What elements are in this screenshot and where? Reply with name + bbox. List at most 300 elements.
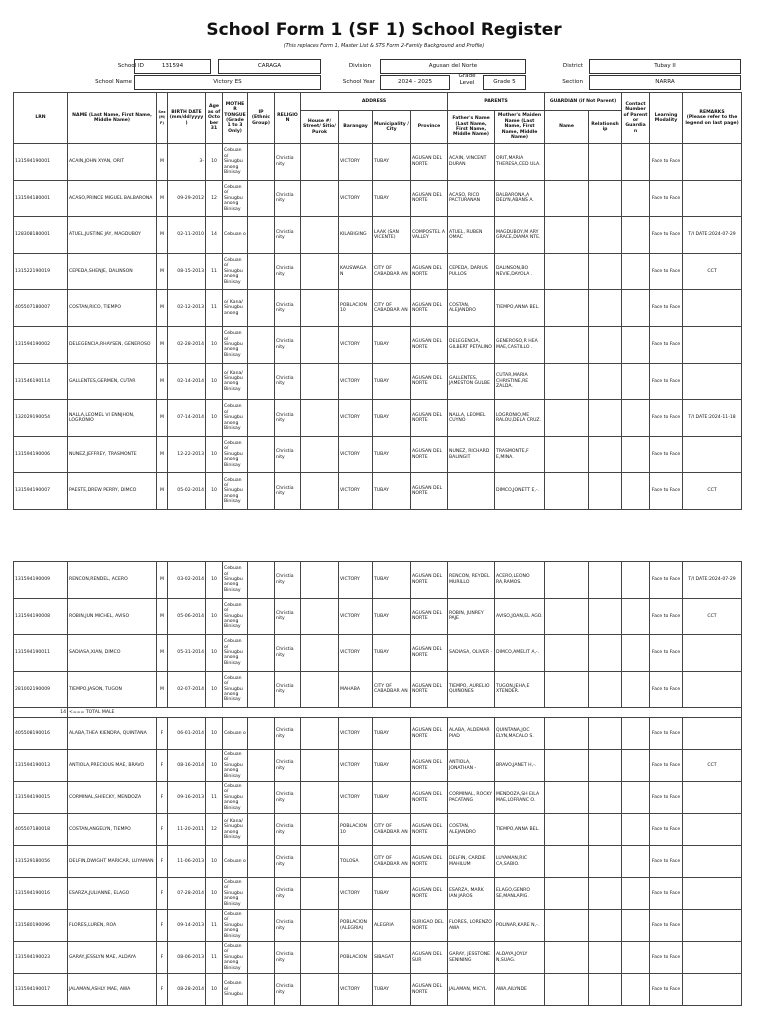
cell-mother: TIEMPO,ANNA BEL. <box>495 290 545 327</box>
register-table-page-1 <box>13 92 742 510</box>
cell-barangay: VICTORY <box>339 436 373 473</box>
cell-guardian-name <box>545 942 589 974</box>
cell-guardian-name <box>545 253 589 290</box>
cell-mother: POLINAR,KARE N,-. <box>495 910 545 942</box>
cell-birth-date: 02-28-2014 <box>168 326 206 363</box>
cell-municipality: TUBAY <box>373 436 411 473</box>
cell-barangay: MAHABA <box>339 671 373 708</box>
cell-sex: M <box>157 144 168 181</box>
cell-mother-tongue: Cebuan o/ Sinugbu anong Binisay <box>223 598 248 635</box>
cell-contact <box>622 878 650 910</box>
cell-father: ANTIOLA, JONATHAN - <box>448 750 495 782</box>
cell-name: DELEGENCIA,RHAYSEN, GENEROSO <box>68 326 157 363</box>
cell-remarks <box>683 436 742 473</box>
cell-barangay: VICTORY <box>339 878 373 910</box>
cell-name: ANTIOLA,PRECIOUS MAE, BRAVO <box>68 750 157 782</box>
school-year-label: School Year <box>342 79 375 85</box>
cell-remarks <box>683 635 742 672</box>
cell-father: RENCON, REYDEL MURILLO <box>448 562 495 599</box>
cell-barangay: VICTORY <box>339 782 373 814</box>
cell-remarks: CCT <box>683 750 742 782</box>
cell-mother: DIMCO,JONETT E,-. <box>495 473 545 510</box>
cell-province: AGUSAN DEL NORTE <box>411 878 448 910</box>
cell-religion: Christia nity <box>275 878 301 910</box>
cell-ip <box>248 180 275 217</box>
cell-religion: Christia nity <box>275 400 301 437</box>
cell-contact <box>622 846 650 878</box>
cell-house <box>301 942 339 974</box>
cell-guardian-relationship <box>589 253 622 290</box>
cell-religion: Christia nity <box>275 180 301 217</box>
cell-municipality: CITY OF CABADBAR AN <box>373 846 411 878</box>
cell-mother: TUGON,JEHA,E XTENDER. <box>495 671 545 708</box>
col-contact: Contact Number of Parent or Guardia n <box>622 93 650 144</box>
cell-contact <box>622 436 650 473</box>
cell-remarks <box>683 942 742 974</box>
cell-province: AGUSAN DEL NORTE <box>411 326 448 363</box>
col-birth-date: BIRTH DATE (mm/dd/yyyy) <box>168 93 206 144</box>
cell-mother-tongue: Cebuan o <box>223 718 248 750</box>
cell-learning-modality: Face to Face <box>650 473 683 510</box>
district-label: District <box>562 63 583 69</box>
cell-lrn: 131594190013 <box>14 750 68 782</box>
cell-learning-modality: Face to Face <box>650 671 683 708</box>
col-guardian-name: Name <box>545 111 589 144</box>
cell-lrn: 131594190011 <box>14 635 68 672</box>
cell-religion: Christia nity <box>275 974 301 1006</box>
cell-father: NALLA, LEOMEL CUYNO <box>448 400 495 437</box>
cell-lrn: 131546190114 <box>14 363 68 400</box>
cell-barangay: VICTORY <box>339 598 373 635</box>
cell-guardian-relationship <box>589 180 622 217</box>
cell-municipality: TUBAY <box>373 878 411 910</box>
cell-contact <box>622 363 650 400</box>
cell-mother-tongue: Cebuan o/ Sinugbu anong Binisay <box>223 436 248 473</box>
cell-province: AGUSAN DEL NORTE <box>411 974 448 1006</box>
cell-province: AGUSAN DEL NORTE <box>411 144 448 181</box>
cell-house <box>301 144 339 181</box>
cell-municipality: TUBAY <box>373 400 411 437</box>
cell-birth-date: 09-29-2012 <box>168 180 206 217</box>
cell-age: 12 <box>206 180 223 217</box>
cell-mother: DALINSON,BO NEVIE,DAYOLA . <box>495 253 545 290</box>
cell-municipality: SIBAGAT <box>373 942 411 974</box>
cell-province: AGUSAN DEL NORTE <box>411 846 448 878</box>
cell-birth-date: 05-02-2014 <box>168 473 206 510</box>
cell-age: 10 <box>206 974 223 1006</box>
table-row <box>14 400 742 437</box>
cell-father: GALLENTES, JAMESTON GULBE <box>448 363 495 400</box>
table-row <box>14 144 742 181</box>
cell-guardian-relationship <box>589 750 622 782</box>
cell-guardian-relationship <box>589 814 622 846</box>
col-mother: Mother's Maiden Name (Last Name, First Name, Middle Name) <box>495 111 545 144</box>
cell-learning-modality: Face to Face <box>650 144 683 181</box>
cell-mother: ORIT,MARIA THERESA,CED ULA. <box>495 144 545 181</box>
cell-lrn: 131594190008 <box>14 598 68 635</box>
cell-birth-date: 11-20-2011 <box>168 814 206 846</box>
cell-learning-modality: Face to Face <box>650 363 683 400</box>
cell-lrn: 405507180018 <box>14 814 68 846</box>
cell-guardian-name <box>545 974 589 1006</box>
cell-guardian-name <box>545 598 589 635</box>
cell-house <box>301 598 339 635</box>
cell-sex: M <box>157 473 168 510</box>
cell-barangay: TOLOSA <box>339 846 373 878</box>
cell-age: 11 <box>206 290 223 327</box>
col-lrn: LRN <box>14 93 68 144</box>
cell-father: ACASO, RICO PACTURANAN <box>448 180 495 217</box>
division-label: Division <box>348 63 371 69</box>
cell-barangay: VICTORY <box>339 974 373 1006</box>
cell-ip <box>248 974 275 1006</box>
cell-house <box>301 473 339 510</box>
cell-municipality: TUBAY <box>373 363 411 400</box>
cell-father: NUNEZ, RICHARD BALINGIT <box>448 436 495 473</box>
cell-father: SADIASA, OLIVER - <box>448 635 495 672</box>
cell-age: 10 <box>206 846 223 878</box>
cell-sex: M <box>157 400 168 437</box>
cell-contact <box>622 562 650 599</box>
cell-father: DELEGENCIA, GILBERT PETALINO <box>448 326 495 363</box>
cell-lrn: 131594190023 <box>14 942 68 974</box>
cell-birth-date: 11-06-2013 <box>168 846 206 878</box>
cell-remarks: T/I DATE:2024-07-29 <box>683 562 742 599</box>
cell-mother: ELAGO,GENRO SE,MANLAPIG. <box>495 878 545 910</box>
cell-house <box>301 718 339 750</box>
school-name-label: School Name <box>95 79 132 85</box>
cell-remarks <box>683 180 742 217</box>
cell-remarks <box>683 718 742 750</box>
cell-sex: F <box>157 846 168 878</box>
cell-province: AGUSAN DEL NORTE <box>411 562 448 599</box>
cell-barangay: VICTORY <box>339 473 373 510</box>
cell-sex: M <box>157 671 168 708</box>
cell-age: 10 <box>206 598 223 635</box>
cell-birth-date: 07-28-2014 <box>168 878 206 910</box>
cell-learning-modality: Face to Face <box>650 400 683 437</box>
cell-age: 10 <box>206 750 223 782</box>
cell-contact <box>622 217 650 254</box>
cell-sex: M <box>157 436 168 473</box>
cell-mother-tongue: o/ Kana/ Sinugbu anong Binisay <box>223 363 248 400</box>
section-value: NARRA <box>589 75 741 90</box>
division-value: Agusan del Norte <box>380 59 526 74</box>
cell-remarks: T/I DATE:2024-07-29 <box>683 217 742 254</box>
table-row <box>14 217 742 254</box>
cell-religion: Christia nity <box>275 217 301 254</box>
cell-learning-modality: Face to Face <box>650 750 683 782</box>
cell-father: TIEMPO, AURELIO QUIÑONES <box>448 671 495 708</box>
cell-municipality: TUBAY <box>373 180 411 217</box>
cell-birth-date: 05-06-2014 <box>168 598 206 635</box>
cell-ip <box>248 598 275 635</box>
cell-father: ATUEL, RUBEN OMAC <box>448 217 495 254</box>
cell-guardian-name <box>545 436 589 473</box>
cell-municipality: TUBAY <box>373 782 411 814</box>
cell-remarks <box>683 671 742 708</box>
table-row <box>14 974 742 1006</box>
cell-lrn: 281002190009 <box>14 671 68 708</box>
cell-birth-date: 08-16-2014 <box>168 750 206 782</box>
cell-municipality: TUBAY <box>373 473 411 510</box>
cell-house <box>301 290 339 327</box>
cell-province: AGUSAN DEL NORTE <box>411 782 448 814</box>
cell-guardian-relationship <box>589 562 622 599</box>
cell-contact <box>622 473 650 510</box>
cell-barangay: KILABIGING <box>339 217 373 254</box>
cell-age: 14 <box>206 217 223 254</box>
cell-father: GARAY, JESSTONE SENINING <box>448 942 495 974</box>
cell-ip <box>248 846 275 878</box>
cell-sex: F <box>157 910 168 942</box>
cell-guardian-name <box>545 180 589 217</box>
cell-age: 10 <box>206 363 223 400</box>
cell-remarks <box>683 910 742 942</box>
cell-province: AGUSAN DEL NORTE <box>411 290 448 327</box>
cell-lrn: 131580190096 <box>14 910 68 942</box>
cell-learning-modality: Face to Face <box>650 290 683 327</box>
cell-contact <box>622 400 650 437</box>
col-ip: IP (Ethnic Group) <box>248 93 275 144</box>
cell-name: ALABA,THEA KIENDRA, QUINTANA <box>68 718 157 750</box>
cell-mother: QUINTANA,JOC ELYN,MACALO S. <box>495 718 545 750</box>
cell-birth-date: 02-07-2014 <box>168 671 206 708</box>
cell-father: COSTAN, ALEJANDRO <box>448 290 495 327</box>
cell-learning-modality: Face to Face <box>650 253 683 290</box>
col-age: Age as of Octo ber 31 <box>206 93 223 144</box>
cell-municipality: ALEGRIA <box>373 910 411 942</box>
cell-ip <box>248 750 275 782</box>
cell-guardian-relationship <box>589 400 622 437</box>
cell-learning-modality: Face to Face <box>650 814 683 846</box>
cell-guardian-relationship <box>589 718 622 750</box>
cell-ip <box>248 436 275 473</box>
cell-guardian-name <box>545 878 589 910</box>
cell-barangay: POBLACION <box>339 942 373 974</box>
table-row <box>14 814 742 846</box>
school-name-value: Victory ES <box>134 75 321 90</box>
cell-religion: Christia nity <box>275 562 301 599</box>
cell-house <box>301 217 339 254</box>
cell-learning-modality: Face to Face <box>650 598 683 635</box>
cell-mother-tongue: Cebuan o/ Sinugbu anong Binisay <box>223 326 248 363</box>
cell-age: 10 <box>206 436 223 473</box>
cell-guardian-name <box>545 473 589 510</box>
table-row <box>14 562 742 599</box>
region-value: CARAGA <box>218 59 321 74</box>
cell-guardian-relationship <box>589 290 622 327</box>
cell-father: JALAMAN, MICYL <box>448 974 495 1006</box>
cell-municipality: TUBAY <box>373 598 411 635</box>
cell-sex: M <box>157 253 168 290</box>
cell-sex: M <box>157 562 168 599</box>
cell-guardian-name <box>545 750 589 782</box>
cell-barangay: POBLACION 10 <box>339 290 373 327</box>
cell-mother: AWA,AILYNDE <box>495 974 545 1006</box>
cell-religion: Christia nity <box>275 814 301 846</box>
cell-mother: LOGRONIO,ME RALOU,DELA CRUZ. <box>495 400 545 437</box>
table-row <box>14 436 742 473</box>
cell-age: 10 <box>206 473 223 510</box>
cell-lrn: 131594190009 <box>14 562 68 599</box>
cell-mother: MAGDUBOY,M ARY GRACE,DIAMA NTE. <box>495 217 545 254</box>
cell-ip <box>248 942 275 974</box>
cell-ip <box>248 217 275 254</box>
cell-birth-date: 02-14-2014 <box>168 363 206 400</box>
cell-mother: BRAVO,JANET H,-. <box>495 750 545 782</box>
col-father: Father's Name (Last Name, First Name, Middle Name) <box>448 111 495 144</box>
table-row <box>14 253 742 290</box>
cell-age: 11 <box>206 253 223 290</box>
cell-mother-tongue: Cebuan o/ Sinugbu anong Binisay <box>223 180 248 217</box>
cell-learning-modality: Face to Face <box>650 180 683 217</box>
cell-house <box>301 253 339 290</box>
cell-barangay: POBLACION 10 <box>339 814 373 846</box>
cell-name: FLORES,LUREN, ROA <box>68 910 157 942</box>
cell-house <box>301 562 339 599</box>
cell-name: JALAMAN,ASHLY MAE, AWA <box>68 974 157 1006</box>
cell-name: GARAY,JESSLYN MAE, ALDAYA <box>68 942 157 974</box>
cell-religion: Christia nity <box>275 290 301 327</box>
cell-house <box>301 974 339 1006</box>
cell-house <box>301 363 339 400</box>
cell-learning-modality: Face to Face <box>650 878 683 910</box>
cell-guardian-relationship <box>589 974 622 1006</box>
cell-father: ESARZA, MARK IAN JAROS <box>448 878 495 910</box>
cell-house <box>301 878 339 910</box>
cell-age: 12 <box>206 814 223 846</box>
cell-province: AGUSAN DEL NORTE <box>411 718 448 750</box>
cell-birth-date: 09-14-2013 <box>168 910 206 942</box>
cell-ip <box>248 635 275 672</box>
cell-province: AGUSAN DEL NORTE <box>411 635 448 672</box>
cell-lrn: 131529180056 <box>14 846 68 878</box>
cell-birth-date: 3- <box>168 144 206 181</box>
cell-mother-tongue: Cebuan o/ Sinugbu anong Binisay <box>223 671 248 708</box>
cell-barangay: VICTORY <box>339 718 373 750</box>
col-religion: RELIGIO N <box>275 93 301 144</box>
cell-lrn: 131594190007 <box>14 473 68 510</box>
table-body-page-1 <box>14 144 742 510</box>
section-label: Section <box>562 79 583 85</box>
cell-remarks <box>683 846 742 878</box>
cell-guardian-name <box>545 910 589 942</box>
grade-level-value: Grade 5 <box>483 75 526 90</box>
cell-lrn: 128308180001 <box>14 217 68 254</box>
remarks-note: (Please refer to the legend on last page) <box>685 115 739 126</box>
cell-age: 11 <box>206 782 223 814</box>
cell-province: AGUSAN DEL NORTE <box>411 598 448 635</box>
cell-name: CORMINAL,SHIECKY, MENDOZA <box>68 782 157 814</box>
cell-mother: LUYAMAN,RIC CA,SABIO. <box>495 846 545 878</box>
col-house: House #/ Street/ Sitio/ Purok <box>301 111 339 144</box>
total-male-count: 14 <box>14 708 68 718</box>
cell-age: 10 <box>206 326 223 363</box>
table-row <box>14 180 742 217</box>
cell-mother: BALBARONA,A DELYN,ABANS A. <box>495 180 545 217</box>
table-row <box>14 910 742 942</box>
cell-municipality: CITY OF CABADBAR AN <box>373 253 411 290</box>
cell-contact <box>622 253 650 290</box>
cell-house <box>301 814 339 846</box>
cell-sex: F <box>157 878 168 910</box>
cell-mother-tongue: Cebuan o/ Sinugbu anong Binisay <box>223 635 248 672</box>
cell-birth-date: 08-28-2014 <box>168 974 206 1006</box>
cell-birth-date: 12-22-2013 <box>168 436 206 473</box>
cell-municipality: CITY OF CABADBAR AN <box>373 290 411 327</box>
cell-mother-tongue: Cebuan o/ Sinugbu anong Binisay <box>223 562 248 599</box>
cell-mother-tongue: Cebuan o <box>223 846 248 878</box>
school-id-label: School ID <box>117 63 144 69</box>
cell-lrn: 131594190017 <box>14 974 68 1006</box>
cell-house <box>301 671 339 708</box>
cell-mother-tongue: Cebuan o/ Sinugbu anong Binisay <box>223 473 248 510</box>
cell-mother-tongue: Cebuan o/ Sinugbu anong Binisay <box>223 144 248 181</box>
table-body-page-2 <box>14 562 742 1006</box>
cell-contact <box>622 598 650 635</box>
cell-sex: M <box>157 180 168 217</box>
cell-birth-date: 02-11-2010 <box>168 217 206 254</box>
cell-ip <box>248 363 275 400</box>
cell-guardian-name <box>545 718 589 750</box>
cell-guardian-relationship <box>589 473 622 510</box>
cell-sex: M <box>157 635 168 672</box>
col-province: Province <box>411 111 448 144</box>
cell-guardian-name <box>545 671 589 708</box>
cell-province: AGUSAN DEL NORTE <box>411 671 448 708</box>
cell-house <box>301 635 339 672</box>
cell-religion: Christia nity <box>275 326 301 363</box>
cell-sex: M <box>157 217 168 254</box>
cell-learning-modality: Face to Face <box>650 846 683 878</box>
table-row <box>14 718 742 750</box>
cell-municipality: CITY OF CABADBAR AN <box>373 671 411 708</box>
cell-remarks: T/I DATE:2024-11-18 <box>683 400 742 437</box>
cell-sex: F <box>157 974 168 1006</box>
cell-municipality: TUBAY <box>373 974 411 1006</box>
cell-province: AGUSAN DEL NORTE <box>411 400 448 437</box>
cell-mother: TIEMPO,ANNA BEL. <box>495 814 545 846</box>
cell-house <box>301 782 339 814</box>
cell-municipality: TUBAY <box>373 718 411 750</box>
cell-province: COMPOSTEL A VALLEY <box>411 217 448 254</box>
cell-guardian-name <box>545 290 589 327</box>
cell-barangay: KAUSWAGA N <box>339 253 373 290</box>
cell-remarks <box>683 290 742 327</box>
cell-learning-modality: Face to Face <box>650 718 683 750</box>
grade-level-label: Grade Level <box>458 73 476 86</box>
cell-sex: M <box>157 290 168 327</box>
cell-ip <box>248 782 275 814</box>
table-row <box>14 326 742 363</box>
cell-barangay: VICTORY <box>339 144 373 181</box>
cell-guardian-name <box>545 782 589 814</box>
cell-house <box>301 400 339 437</box>
cell-name: NALLA,LEOMEL VI ENNJHON, LOGRONIO <box>68 400 157 437</box>
cell-age: 10 <box>206 635 223 672</box>
cell-lrn: 131594190015 <box>14 782 68 814</box>
cell-barangay: VICTORY <box>339 635 373 672</box>
cell-age: 10 <box>206 144 223 181</box>
cell-age: 10 <box>206 400 223 437</box>
cell-house <box>301 326 339 363</box>
col-municipality: Municipality / City <box>373 111 411 144</box>
cell-lrn: 131594190002 <box>14 326 68 363</box>
school-year-value: 2024 - 2025 <box>380 75 450 90</box>
cell-contact <box>622 290 650 327</box>
cell-birth-date: 08-06-2013 <box>168 942 206 974</box>
